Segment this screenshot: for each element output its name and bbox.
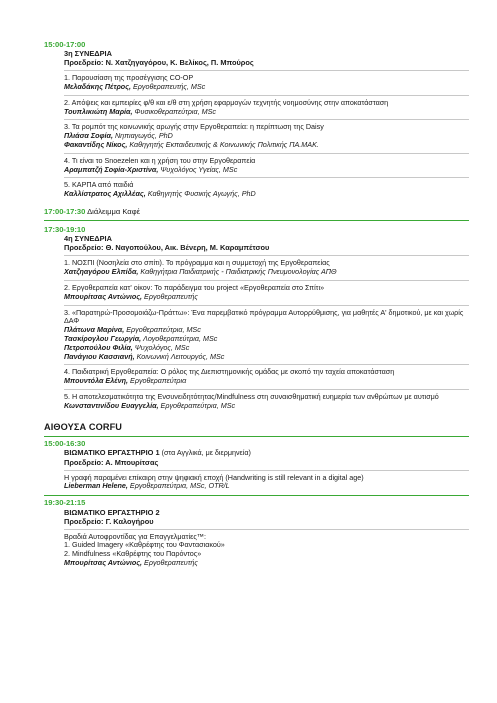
- workshop1-subtitle: (στα Αγγλικά, με διερμηνεία): [159, 447, 251, 457]
- session3-chair: Προεδρείο: Ν. Χατζηγαγόρου, Κ. Βελίκος, Π. Μπούρος: [64, 58, 254, 68]
- speaker: [64, 141, 469, 150]
- speaker: [64, 268, 469, 277]
- speaker-name: Lieberman Helene,: [64, 481, 128, 491]
- speaker-name: Πανάγιου Κασσιανή,: [64, 351, 135, 361]
- talk-item: [64, 123, 469, 149]
- speaker-role: Εργοθεραπεύτρια, MSc, OTR/L: [127, 481, 230, 491]
- speaker-role: Εργοθεραπεύτρια: [128, 376, 187, 386]
- divider: [64, 95, 469, 96]
- divider: [64, 177, 469, 178]
- coffee-break: [44, 207, 497, 216]
- speaker-role: Καθηγητής Φυσικής Αγωγής, PhD: [145, 189, 256, 199]
- speaker-name: Τασκίρογλου Γεωργία,: [64, 333, 142, 343]
- speaker-role: Εργοθεραπευτής: [142, 291, 198, 301]
- session4-block: [64, 234, 469, 410]
- talk-title: 3. «Παρατηρώ-Προσομοιάζω-Πράττω»: Ένα παρεμβατικό πρόγραμμα Αυτορρύθμισης, για μαθητές Α' δημοτικού, με και χωρίς ΔΑΦ: [64, 307, 464, 326]
- speaker-name: Χατζηαγόρου Ελπίδα,: [64, 267, 139, 277]
- workshop1-talk: Η γραφή παραμένει επίκαιρη στην ψηφιακή εποχή (Handwriting is still relevant in a digital age): [64, 472, 364, 482]
- talk-item: [64, 284, 469, 302]
- divider: [64, 70, 469, 71]
- speaker-name: Τουπλικιώτη Μαρία,: [64, 106, 133, 116]
- break-label: Διάλειμμα Καφέ: [85, 206, 141, 216]
- session3-title: 3η ΣΥΝΕΔΡΙΑ: [64, 49, 112, 59]
- speaker-role: Ψυχολόγος, MSc: [132, 342, 190, 352]
- talk-title: 2. Εργοθεραπεία κατ' οίκον: Το παράδειγμα του project «Εργοθεραπεία στο Σπίτι»: [64, 283, 325, 293]
- divider: [64, 389, 469, 390]
- talk-title: 2. Απόψεις και εμπειρίες φ/θ και ε/θ στη χρήση εφαρμογών τεχνητής νοημοσύνης στην αποκατάσταση: [64, 97, 389, 107]
- session4-chair: Προεδρείο: Θ. Ναγοπούλου, Αικ. Βένερη, Μ. Καραμπέτσου: [64, 243, 270, 253]
- workshop2-line: Βραδιά Αυτοφροντίδας για Επαγγελματίες™:: [64, 531, 206, 541]
- talk-title: 5. ΚΑΡΠΑ από παιδιά: [64, 180, 134, 190]
- divider: [64, 529, 469, 530]
- speaker: [64, 83, 469, 92]
- speaker-role: Εργοθεραπεύτρια, MSc: [158, 400, 236, 410]
- speaker-role: Καθηγήτρια Παιδιατρικής - Παιδιατρικής Πνευμονολογίας ΑΠΘ: [138, 267, 337, 277]
- talk-item: [64, 259, 469, 277]
- workshop2-line: 2. Mindfulness «Καθρέφτης του Παρόντος»: [64, 549, 202, 559]
- workshop1-block: [64, 448, 469, 491]
- speaker-name: Μπουρίτσας Αντώνιος,: [64, 291, 143, 301]
- talk-item: [64, 181, 469, 199]
- session4-talks: [64, 259, 469, 410]
- talk-title: 4. Τι είναι το Snoezelen και η χρήση του στην Εργοθεραπεία: [64, 155, 256, 165]
- speaker-role: Εργοθεραπευτής: [142, 557, 198, 567]
- speaker-name: Πλιάσα Σοφία,: [64, 131, 113, 141]
- speaker-role: Φυσικοθεραπεύτρια, MSc: [132, 106, 216, 116]
- workshop1-title: ΒΙΩΜΑΤΙΚΟ ΕΡΓΑΣΤΗΡΙΟ 1: [64, 447, 160, 457]
- talk-item: [64, 393, 469, 411]
- workshop2-chair: Προεδρείο: Γ. Καλογήρου: [64, 516, 154, 526]
- talk-item: [64, 74, 469, 92]
- divider: [64, 305, 469, 306]
- talk-item: [64, 309, 469, 362]
- speaker-role: Εργοθεραπευτής, MSc: [131, 82, 206, 92]
- divider: [64, 255, 469, 256]
- speaker-role: Κοινωνική Λειτουργός, MSc: [134, 351, 225, 361]
- talk-item: [64, 368, 469, 386]
- speaker-role: Καθηγητής Εκπαιδευτικής & Κοινωνικής Πολιτικής ΠΑ.ΜΑΚ.: [127, 140, 319, 149]
- session3-block: [64, 49, 469, 199]
- session3-talks: [64, 74, 469, 199]
- speaker: [64, 293, 469, 302]
- speaker-name: Κωνσταντινίδου Ευαγγελία,: [64, 400, 159, 410]
- speaker: [64, 377, 469, 386]
- speaker-role: Εργοθεραπεύτρια, MSc: [124, 325, 201, 335]
- workshop1-chair: Προεδρείο: Α. Μπουρίτσας: [64, 457, 159, 467]
- workshop2-time: 19:30-21:15: [44, 498, 86, 508]
- workshop1-time: 15:00-16:30: [44, 438, 86, 448]
- speaker-name: Αραμπατζή Σοφία-Χριστίνα,: [64, 164, 159, 174]
- workshop2-title: ΒΙΩΜΑΤΙΚΟ ΕΡΓΑΣΤΗΡΙΟ 2: [64, 507, 160, 517]
- workshop2-line: 1. Guided Imagery «Καθρέφτης του Φαντασιακού»: [64, 540, 225, 550]
- speaker-role: Ψυχολόγος Υγείας, MSc: [158, 164, 238, 174]
- speaker: [64, 190, 469, 199]
- speaker-name: Πετροπούλου Φιλία,: [64, 342, 133, 352]
- talk-title: 5. Η αποτελεσματικότητα της Ενσυνειδητότητας/Mindfulness στη συναισθηματική ευημερία των ανθρώπων με αυτισμό: [64, 391, 439, 401]
- break-time: 17:00-17:30: [44, 206, 86, 216]
- divider: [64, 470, 469, 471]
- divider: [64, 153, 469, 154]
- talk-item: [64, 157, 469, 175]
- divider: [64, 364, 469, 365]
- speaker-role: Λογοθεραπεύτρια, MSc: [141, 333, 218, 343]
- speaker-name: Μελαδάκης Πέτρος,: [64, 82, 132, 92]
- speaker: [64, 166, 469, 175]
- divider: [64, 119, 469, 120]
- speaker-name: Μπουντόλα Ελένη,: [64, 376, 129, 386]
- speaker: [64, 402, 469, 411]
- speaker-name: Καλλίστρατος Αχιλλέας,: [64, 189, 146, 199]
- session4-title: 4η ΣΥΝΕΔΡΙΑ: [64, 234, 112, 244]
- speaker: [64, 482, 469, 491]
- hall-title: ΑΙΘΟΥΣΑ CORFU: [44, 422, 123, 433]
- talk-item: [64, 99, 469, 117]
- speaker-name: Φακαντίδης Νίκος,: [64, 140, 128, 149]
- speaker-name: Μπουρίτσας Αντώνιος,: [64, 557, 143, 567]
- speaker: [64, 559, 469, 568]
- speaker-role: Νηπιαγωγός, PhD: [112, 131, 173, 141]
- talk-title: 4. Παιδιατρική Εργοθεραπεία: Ο ρόλος της Διεπιστημονικής ομάδας με σκοπό την ταχεία αποκατάσταση: [64, 367, 395, 377]
- talk-title: 3. Τα ρομπότ της κοινωνικής αρωγής στην Εργοθεραπεία: η περίπτωση της Daisy: [64, 122, 324, 132]
- divider: [64, 280, 469, 281]
- session4-time: 17:30-19:10: [44, 225, 86, 235]
- talk-title: 1. ΝΟΣΠΙ (Νοσηλεία στο σπίτι). Το πρόγραμμα και η συμμετοχή της Εργοθεραπείας: [64, 258, 330, 268]
- speaker-name: Πλάτωνα Μαρίνα,: [64, 325, 125, 335]
- speaker: [64, 353, 469, 362]
- speaker: [64, 108, 469, 117]
- session3-time: 15:00-17:00: [44, 40, 86, 49]
- talk-title: 1. Παρουσίαση της προσέγγισης CO-OP: [64, 73, 194, 83]
- workshop2-block: [64, 508, 469, 568]
